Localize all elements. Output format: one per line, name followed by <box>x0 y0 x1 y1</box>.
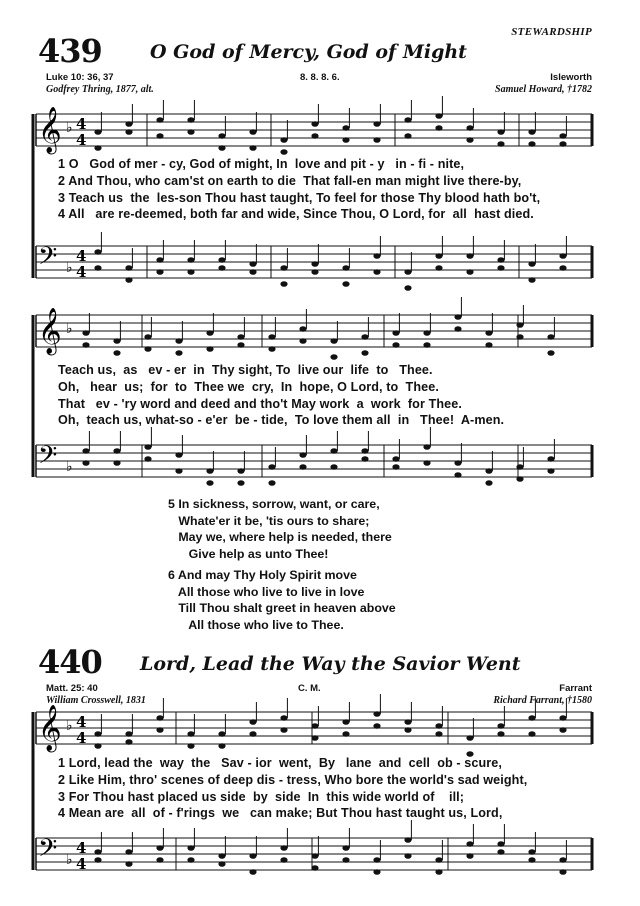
note-head <box>516 334 523 340</box>
note-head <box>454 472 461 478</box>
note-head <box>156 857 163 863</box>
note-head <box>330 464 337 470</box>
note-head <box>206 346 213 352</box>
scripture-ref: Luke 10: 36, 37 <box>46 72 114 83</box>
note-head <box>94 743 101 749</box>
note-head <box>330 448 337 454</box>
note-head <box>497 731 504 737</box>
clef-icon: 𝄞 <box>38 107 62 153</box>
note-head <box>82 460 89 466</box>
note-head <box>547 468 554 474</box>
note-head <box>187 269 194 275</box>
note-head <box>528 141 535 147</box>
lyric-line: Oh, hear us; for to Thee we cry, In hope, O Lord, to Thee. <box>58 380 439 394</box>
note-head <box>559 253 566 259</box>
note-head <box>392 342 399 348</box>
note-head <box>466 853 473 859</box>
note-head <box>187 845 194 851</box>
time-signature: 4 <box>76 263 87 281</box>
lyric-line: 4 All are re-deemed, both far and wide, Since Thou, O Lord, for all hast died. <box>58 207 534 221</box>
note-head <box>361 350 368 356</box>
note-head <box>342 719 349 725</box>
note-head <box>249 869 256 875</box>
note-head <box>125 265 132 271</box>
note-head <box>187 731 194 737</box>
note-head <box>156 269 163 275</box>
note-head <box>454 326 461 332</box>
clef-icon: 𝄞 <box>38 705 62 751</box>
note-head <box>528 715 535 721</box>
note-head <box>435 113 442 119</box>
note-head <box>125 731 132 737</box>
hymn-author: William Crosswell, 1831 <box>46 695 146 706</box>
note-head <box>342 857 349 863</box>
note-head <box>113 460 120 466</box>
lyric-line: That ev - 'ry word and deed and tho't May work a work for Thee. <box>58 397 462 411</box>
note-head <box>144 444 151 450</box>
note-head <box>125 849 132 855</box>
note-head <box>94 265 101 271</box>
note-head <box>361 448 368 454</box>
note-head <box>237 342 244 348</box>
lyric-line: 1 O God of mer - cy, God of might, In love and pit - y in - fi - nite, <box>58 157 465 171</box>
note-head <box>249 853 256 859</box>
note-head <box>175 338 182 344</box>
note-head <box>497 257 504 263</box>
note-head <box>361 456 368 462</box>
time-signature: 4 <box>76 713 87 731</box>
lyric-line: 4 Mean are all of - f'rings we can make; But Thou hast taught us, Lord, <box>58 806 503 820</box>
note-head <box>373 253 380 259</box>
note-head <box>485 330 492 336</box>
note-head <box>187 129 194 135</box>
note-head <box>237 334 244 340</box>
note-head <box>497 723 504 729</box>
hymn-meter: 8. 8. 8. 6. <box>300 72 340 83</box>
note-head <box>454 460 461 466</box>
note-head <box>311 735 318 741</box>
note-head <box>373 857 380 863</box>
note-head <box>125 861 132 867</box>
note-head <box>404 719 411 725</box>
note-head <box>94 849 101 855</box>
note-head <box>373 869 380 875</box>
note-head <box>311 723 318 729</box>
stanza-line: 6 And may Thy Holy Spirit move <box>168 568 357 582</box>
hymn-composer: Samuel Howard, †1782 <box>495 84 592 95</box>
note-head <box>404 269 411 275</box>
note-head <box>113 338 120 344</box>
hymn-number: 440 <box>38 643 102 681</box>
note-head <box>206 468 213 474</box>
note-head <box>342 731 349 737</box>
note-head <box>299 326 306 332</box>
time-signature: 4 <box>76 115 87 133</box>
note-head <box>342 281 349 287</box>
note-head <box>454 314 461 320</box>
hymn-title: Lord, Lead the Way the Savior Went <box>140 653 521 675</box>
note-head <box>237 468 244 474</box>
lyric-line: 3 For Thou hast placed us side by side In this wide world of ill; <box>58 790 465 804</box>
note-head <box>392 464 399 470</box>
time-signature: 4 <box>76 729 87 747</box>
note-head <box>311 269 318 275</box>
note-head <box>206 480 213 486</box>
lyric-line: 3 Teach us the les-son Thou hast taught, To feel for those Thy blood hath bo't, <box>58 191 541 205</box>
note-head <box>125 739 132 745</box>
note-head <box>299 452 306 458</box>
lyric-line: Teach us, as ev - er in Thy sight, To live our life to Thee. <box>58 363 433 377</box>
note-head <box>330 354 337 360</box>
note-head <box>280 715 287 721</box>
note-head <box>528 731 535 737</box>
hymn-number: 439 <box>38 32 102 70</box>
clef-icon: 𝄢 <box>38 441 58 476</box>
tune-name: Isleworth <box>550 72 592 83</box>
note-head <box>497 849 504 855</box>
note-head <box>392 456 399 462</box>
note-head <box>218 853 225 859</box>
flat-icon: ♭ <box>66 718 73 734</box>
lyric-line: 2 And Thou, who cam'st on earth to die That fall-en man might live there-by, <box>58 174 522 188</box>
note-head <box>528 849 535 855</box>
note-head <box>218 861 225 867</box>
note-head <box>342 125 349 131</box>
time-signature: 4 <box>76 131 87 149</box>
note-head <box>435 723 442 729</box>
note-head <box>559 727 566 733</box>
note-head <box>404 837 411 843</box>
note-head <box>497 129 504 135</box>
stanza-line: Give help as unto Thee! <box>168 546 329 561</box>
section-label: STEWARDSHIP <box>511 26 592 38</box>
note-head <box>404 117 411 123</box>
note-head <box>435 125 442 131</box>
stanza-line: 5 In sickness, sorrow, want, or care, <box>168 497 380 511</box>
note-head <box>404 133 411 139</box>
time-signature: 4 <box>76 839 87 857</box>
note-head <box>497 841 504 847</box>
lyric-line: Oh, teach us, what-so - e'er be - tide, To love them all in Thee! A-men. <box>58 413 505 427</box>
note-head <box>516 322 523 328</box>
note-head <box>466 841 473 847</box>
note-head <box>342 265 349 271</box>
clef-icon: 𝄢 <box>38 834 58 869</box>
clef-icon: 𝄞 <box>38 308 62 354</box>
note-head <box>82 448 89 454</box>
note-head <box>311 853 318 859</box>
note-head <box>280 727 287 733</box>
note-head <box>299 464 306 470</box>
note-head <box>361 334 368 340</box>
note-head <box>497 141 504 147</box>
note-head <box>466 253 473 259</box>
note-head <box>144 346 151 352</box>
note-head <box>280 281 287 287</box>
note-head <box>466 269 473 275</box>
note-head <box>330 338 337 344</box>
note-head <box>485 480 492 486</box>
note-head <box>280 149 287 155</box>
note-head <box>485 342 492 348</box>
note-head <box>156 117 163 123</box>
flat-icon: ♭ <box>66 120 73 136</box>
note-head <box>373 711 380 717</box>
time-signature: 4 <box>76 855 87 873</box>
note-head <box>404 727 411 733</box>
note-head <box>249 731 256 737</box>
note-head <box>187 257 194 263</box>
note-head <box>144 456 151 462</box>
lyric-line: 1 Lord, lead the way the Sav - ior went, By lane and cell ob - scure, <box>58 756 502 770</box>
note-head <box>435 253 442 259</box>
note-head <box>435 857 442 863</box>
note-head <box>125 277 132 283</box>
note-head <box>528 129 535 135</box>
note-head <box>218 731 225 737</box>
note-head <box>528 857 535 863</box>
note-head <box>175 350 182 356</box>
note-head <box>423 460 430 466</box>
note-head <box>435 731 442 737</box>
note-head <box>299 338 306 344</box>
note-head <box>423 444 430 450</box>
note-head <box>528 277 535 283</box>
note-head <box>559 869 566 875</box>
note-head <box>435 265 442 271</box>
note-head <box>249 145 256 151</box>
note-head <box>392 330 399 336</box>
note-head <box>156 133 163 139</box>
note-head <box>268 480 275 486</box>
note-head <box>311 133 318 139</box>
clef-icon: 𝄢 <box>38 242 58 277</box>
note-head <box>373 269 380 275</box>
stanza-line: Till Thou shalt greet in heaven above <box>168 601 396 615</box>
flat-icon: ♭ <box>66 852 73 868</box>
note-head <box>187 743 194 749</box>
note-head <box>373 121 380 127</box>
note-head <box>497 265 504 271</box>
note-head <box>113 448 120 454</box>
note-head <box>94 731 101 737</box>
note-head <box>268 464 275 470</box>
note-head <box>268 334 275 340</box>
note-head <box>175 468 182 474</box>
note-head <box>156 727 163 733</box>
note-head <box>125 121 132 127</box>
stanza-line: May we, where help is needed, there <box>168 530 392 544</box>
note-head <box>206 330 213 336</box>
note-head <box>249 269 256 275</box>
note-head <box>94 249 101 255</box>
note-head <box>218 145 225 151</box>
note-head <box>342 137 349 143</box>
note-head <box>187 117 194 123</box>
note-head <box>342 845 349 851</box>
note-head <box>404 853 411 859</box>
note-head <box>175 452 182 458</box>
note-head <box>423 330 430 336</box>
stanza-6 <box>168 567 396 633</box>
flat-icon: ♭ <box>66 321 73 337</box>
note-head <box>280 845 287 851</box>
note-head <box>218 257 225 263</box>
note-head <box>559 133 566 139</box>
flat-icon: ♭ <box>66 260 73 276</box>
hymn-author: Godfrey Thring, 1877, alt. <box>46 84 154 95</box>
note-head <box>125 129 132 135</box>
note-head <box>218 265 225 271</box>
note-head <box>94 145 101 151</box>
note-head <box>311 865 318 871</box>
hymn-meter: C. M. <box>298 683 321 694</box>
flat-icon: ♭ <box>66 459 73 475</box>
note-head <box>423 342 430 348</box>
note-head <box>113 350 120 356</box>
note-head <box>82 342 89 348</box>
note-head <box>466 125 473 131</box>
note-head <box>268 346 275 352</box>
hymn-title: O God of Mercy, God of Might <box>150 41 467 63</box>
note-head <box>187 857 194 863</box>
note-head <box>94 857 101 863</box>
note-head <box>466 137 473 143</box>
hymn-composer: Richard Farrant, †1580 <box>493 695 592 706</box>
note-head <box>559 715 566 721</box>
time-signature: 4 <box>76 247 87 265</box>
note-head <box>547 456 554 462</box>
note-head <box>237 480 244 486</box>
note-head <box>547 334 554 340</box>
tune-name: Farrant <box>559 683 592 694</box>
note-head <box>559 141 566 147</box>
stanza-line: All those who live to Thee. <box>168 617 344 632</box>
note-head <box>516 464 523 470</box>
note-head <box>528 261 535 267</box>
note-head <box>249 719 256 725</box>
note-head <box>82 330 89 336</box>
note-head <box>218 133 225 139</box>
note-head <box>547 350 554 356</box>
note-head <box>373 723 380 729</box>
note-head <box>311 261 318 267</box>
stanza-line: All those who live to live in love <box>168 584 365 599</box>
note-head <box>485 468 492 474</box>
note-head <box>156 845 163 851</box>
note-head <box>404 285 411 291</box>
note-head <box>559 857 566 863</box>
note-head <box>516 476 523 482</box>
note-head <box>280 137 287 143</box>
note-head <box>249 129 256 135</box>
stanza-5 <box>168 496 392 562</box>
note-head <box>280 857 287 863</box>
note-head <box>280 265 287 271</box>
note-head <box>311 121 318 127</box>
note-head <box>435 869 442 875</box>
note-head <box>466 735 473 741</box>
stanza-line: Whate'er it be, 'tis ours to share; <box>168 513 370 528</box>
note-head <box>94 129 101 135</box>
note-head <box>156 715 163 721</box>
note-head <box>249 261 256 267</box>
note-head <box>144 334 151 340</box>
note-head <box>559 265 566 271</box>
scripture-ref: Matt. 25: 40 <box>46 683 98 694</box>
lyric-line: 2 Like Him, thro' scenes of deep dis - tress, Who bore the world's sad weight, <box>58 773 528 787</box>
note-head <box>218 743 225 749</box>
note-head <box>156 257 163 263</box>
note-head <box>373 137 380 143</box>
